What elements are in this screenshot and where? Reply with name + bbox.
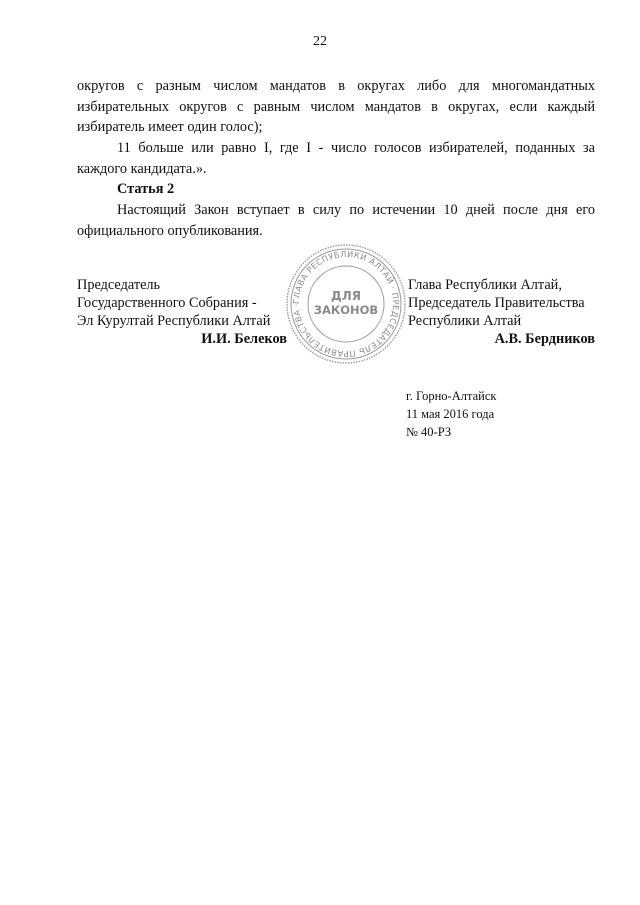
paragraph-definition (77, 138, 595, 179)
signatory-title-line: Глава Республики Алтай, (408, 277, 562, 293)
signatory-title-line: Эл Курултай Республики Алтай (77, 313, 271, 329)
signature-block-right (408, 276, 595, 348)
seal-center-text: ДЛЯ (331, 289, 361, 303)
seal-ring-text: ГЛАВА РЕСПУБЛИКИ АЛТАЙ · ПРЕДСЕДАТЕЛЬ ПРАВИТЕЛЬСТВА · (290, 248, 402, 360)
signatory-title-line: Председатель Правительства (408, 295, 585, 311)
signatory-title-line: Председатель (77, 277, 161, 293)
text-line: каждого кандидата.». (77, 160, 207, 177)
seal-graphic (285, 243, 407, 365)
signatory-title-line: Республики Алтай (408, 313, 522, 329)
article-heading: Статья 2 (117, 181, 175, 197)
signatory-name: И.И. Белеков (201, 331, 287, 347)
paragraph-continuation (77, 76, 595, 138)
text-line: округов с разным числом мандатов в округах либо для многомандатных (77, 78, 595, 94)
text-line: официального опубликования. (77, 222, 263, 239)
paragraph-entry-into-force (77, 200, 595, 241)
place-date-number (406, 387, 496, 441)
date: 11 мая 2016 года (406, 407, 495, 421)
seal-center-text: ЗАКОНОВ (313, 303, 379, 317)
signatory-title-line: Государственного Собрания - (77, 295, 257, 311)
text-line: избирательных округов с равным числом мандатов в округах, если каждый (77, 98, 595, 115)
official-seal (285, 243, 407, 365)
document-number: № 40-РЗ (406, 425, 452, 439)
city: г. Горно-Алтайск (406, 389, 497, 403)
text-line: избиратель имеет один голос); (77, 119, 263, 135)
text-line: Настоящий Закон вступает в силу по истечении 10 дней после дня его (117, 202, 595, 218)
page-number: 22 (313, 34, 327, 49)
text-line: 11 больше или равно I, где I - число голосов избирателей, поданных за (117, 140, 595, 156)
signature-block-left (77, 276, 287, 348)
signatory-name: А.В. Бердников (494, 331, 595, 347)
